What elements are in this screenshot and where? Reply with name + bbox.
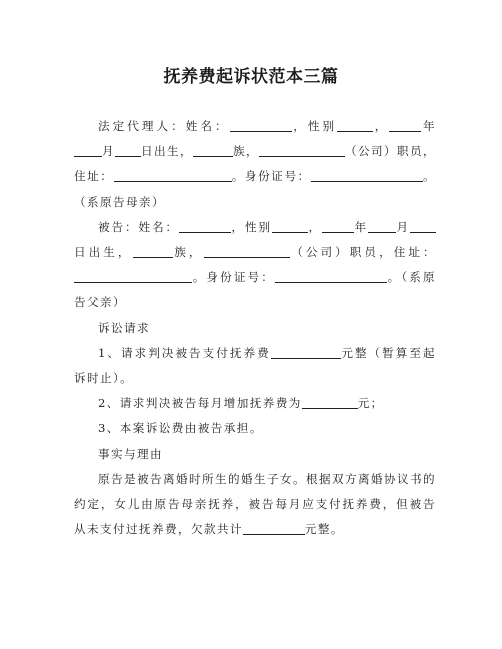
text-segment: 月: [102, 144, 115, 159]
blank-ethnicity: [133, 245, 173, 258]
text-segment: 法定代理人：姓名：: [98, 119, 230, 133]
text-segment: 年: [421, 119, 436, 133]
blank-year: [322, 220, 354, 233]
text-segment: 1、请求判决被告支付抚养费: [98, 345, 271, 360]
blank-id-number: [311, 169, 423, 182]
text-segment: 年: [353, 219, 368, 234]
facts-paragraph: [74, 467, 436, 543]
text-segment: ，: [373, 119, 390, 133]
text-segment: ，性别: [230, 219, 272, 234]
blank-address: [114, 169, 232, 182]
blank-month: [74, 144, 102, 157]
text-segment: 元整。: [304, 522, 344, 537]
text-segment: （公司）职员，住址：: [74, 144, 436, 184]
claim-item-2: [74, 391, 436, 416]
text-segment: 被告：姓名：: [98, 219, 179, 234]
text-segment: 族，: [233, 144, 259, 159]
blank-id-number: [275, 270, 387, 283]
text-segment: 日出生，: [141, 144, 193, 159]
text-segment: 2、请求判决被告每月增加抚养费为: [98, 396, 302, 411]
text-segment: 。身份证号：: [192, 270, 275, 285]
text-segment: 原告是被告离婚时所生的婚生子女。根据双方离婚协议书的约定，女儿由原告母亲抚养，被告每月应支付抚养费，但被告从未支付过抚养费，欠款共计: [74, 471, 436, 537]
text-segment: 月: [395, 219, 410, 234]
text-segment: 。（系原告父亲）: [74, 270, 436, 310]
blank-company: [204, 245, 290, 258]
text-segment: 日出生，: [74, 245, 133, 260]
blank-name: [230, 119, 292, 132]
document-title: 抚养费起诉状范本三篇: [163, 67, 339, 87]
section-heading-claims: 诉讼请求: [98, 320, 150, 335]
claim-item-1: [74, 341, 436, 391]
paragraph-defendant: [74, 215, 436, 316]
paragraph-legal-representative: [74, 114, 436, 215]
blank-company: [259, 144, 345, 157]
text-segment: 元整（暂算至起诉时止）。: [74, 345, 436, 386]
blank-name: [179, 220, 231, 233]
claim-item-3: 3、本案诉讼费由被告承担。: [98, 421, 263, 436]
blank-amount: [271, 346, 341, 359]
blank-monthly-amount: [302, 396, 358, 409]
text-segment: ，性别: [291, 119, 338, 133]
blank-day: [410, 220, 436, 233]
blank-arrears-amount: [243, 522, 305, 535]
text-segment: 元；: [357, 396, 384, 411]
document-body: [74, 114, 436, 542]
text-segment: 。身份证号：: [231, 169, 311, 184]
section-heading-facts: 事实与理由: [98, 446, 163, 461]
text-segment: 族，: [172, 245, 204, 260]
blank-gender: [272, 220, 308, 233]
text-segment: （公司）职员，住址：: [289, 245, 436, 260]
blank-day: [115, 144, 141, 157]
blank-year: [389, 119, 421, 132]
text-segment: 。（系原告母亲）: [74, 169, 436, 209]
blank-address: [74, 270, 192, 283]
text-segment: ，: [307, 219, 322, 234]
blank-month: [368, 220, 396, 233]
blank-ethnicity: [193, 144, 233, 157]
blank-gender: [337, 119, 373, 132]
